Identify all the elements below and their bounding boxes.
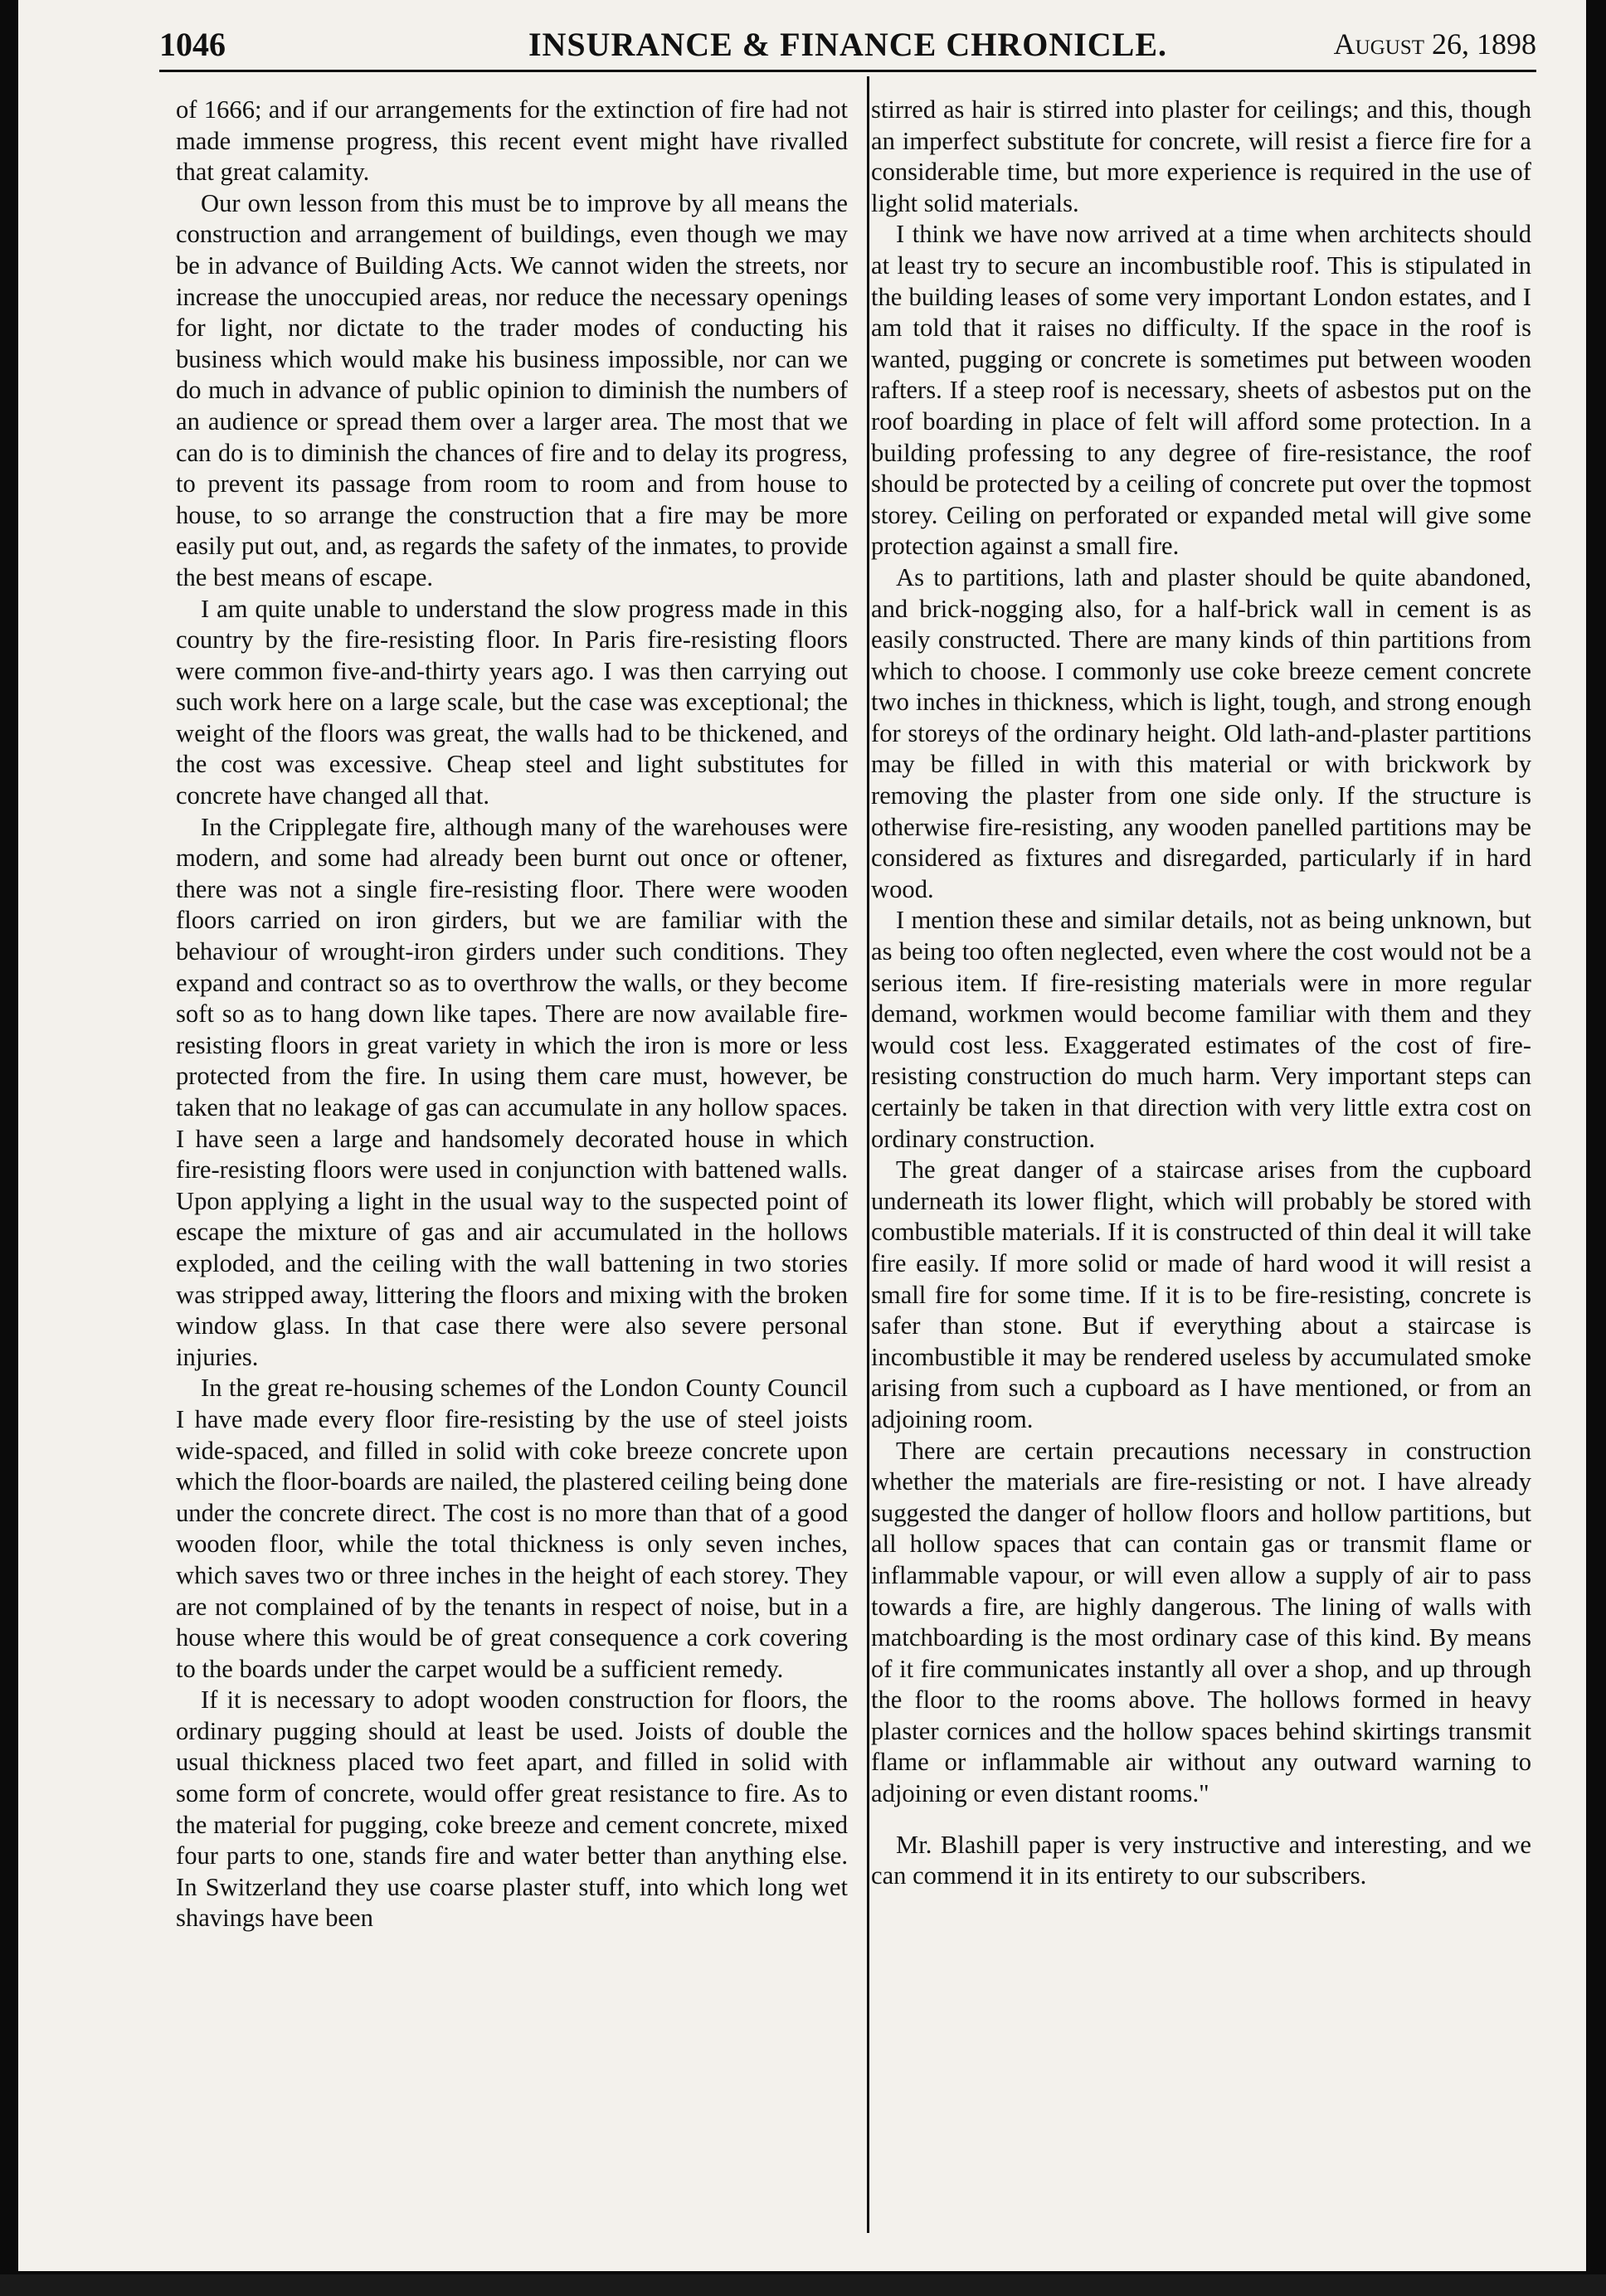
issue-date: August 26, 1898 (1333, 27, 1536, 61)
paragraph: stirred as hair is stirred into plaster for ceilings; and this, though an imperfect substitute for concrete, will resist a fierce fire for a considerable time, but more experience is required in the use of light solid materials. (871, 95, 1531, 217)
paragraph: In the Cripplegate fire, although many of the warehouses were modern, and some had already been burnt out once or oftener, there was not a single fire-resisting floor. There were wooden floors carried on iron girders, but we are familiar with the behaviour of wrought-iron girders under such conditions. They expand and contract so as to overthrow the walls, or they become soft so as to hang down like tapes. There are now available fire-resisting floors in great variety in which the iron is more or less protected from the fire. In using them care must, however, be taken that no leakage of gas can accumulate in any hollow spaces. I have seen a large and handsomely decorated house in which fire-resisting floors were used in conjunction with battened walls. Upon applying a light in the usual way to the suspected point of escape the mixture of gas and air accumulated in the hollows exploded, and the ceiling with the wall battening in two stories was stripped away, littering the floors and mixing with the broken window glass. In that case there were also severe personal injuries. (176, 812, 848, 1371)
paragraph: In the great re-housing schemes of the London County Council I have made every floor fire-resisting by the use of steel joists wide-spaced, and filled in solid with coke breeze concrete upon which the floor-boards are nailed, the plastered ceiling being done under the concrete direct. The cost is no more than that of a good wooden floor, while the total thickness is only seven inches, which saves two or three inches in the height of each storey. They are not complained of by the tenants in respect of noise, but in a house where this would be of great consequence a cork covering to the boards under the carpet would be a sufficient remedy. (176, 1374, 848, 1683)
right-column (871, 95, 1531, 1892)
newspaper-page (18, 0, 1586, 2271)
paragraph: Our own lesson from this must be to improve by all means the construction and arrangement of buildings, even though we may be in advance of Building Acts. We cannot widen the streets, nor increase the unoccupied areas, nor reduce the necessary openings for light, nor dictate to the trader modes of conducting his business which would make his business impossible, nor can we do much in advance of public opinion to diminish the numbers of an audience or spread them over a larger area. The most that we can do is to diminish the chances of fire and to delay its progress, to prevent its passage from room to room and from house to house, to so arrange the construction that a fire may be more easily put out, and, as regards the safety of the inmates, to provide the best means of escape. (176, 188, 848, 591)
paragraph: I am quite unable to understand the slow progress made in this country by the fire-resisting floor. In Paris fire-resisting floors were common five-and-thirty years ago. I was then carrying out such work here on a large scale, but the case was exceptional; the weight of the floors was great, the walls had to be thickened, and the cost was excessive. Cheap steel and light substitutes for concrete have changed all that. (176, 594, 848, 810)
publication-title: INSURANCE & FINANCE CHRONICLE. (528, 26, 1168, 63)
page-header (159, 25, 1536, 68)
paragraph: of 1666; and if our arrangements for the extinction of fire had not made immense progress, this recent event might have rivalled that great calamity. (176, 95, 848, 187)
paragraph: I think we have now arrived at a time when architects should at least try to secure an incombustible roof. This is stipulated in the building leases of some very important London estates, and I am told that it raises no difficulty. If the space in the roof is wanted, pugging or concrete is sometimes put between wooden rafters. If a steep roof is necessary, sheets of asbestos put on the roof boarding in place of felt will afford some protection. In a building professing to any degree of fire-resistance, the roof should be protected by a ceiling of concrete put over the topmost storey. Ceiling on perforated or expanded metal will give some protection against a small fire. (871, 220, 1531, 561)
header-rule (159, 70, 1536, 72)
paragraph: As to partitions, lath and plaster should be quite abandoned, and brick-nogging also, for a half-brick wall in cement is as easily constructed. There are many kinds of thin partitions from which to choose. I commonly use coke breeze cement concrete two inches in thickness, which is light, tough, and strong enough for storeys of the ordinary height. Old lath-and-plaster partitions may be filled in with this material or with brickwork by removing the plaster from one side only. If the structure is otherwise fire-resisting, any wooden panelled partitions may be considered as fixtures and disregarded, particularly if in hard wood. (871, 562, 1531, 903)
left-column (176, 95, 848, 1934)
paragraph: The great danger of a staircase arises from the cupboard underneath its lower flight, which will probably be stored with combustible materials. If it is constructed of thin deal it will take fire easily. If more solid or made of hard wood it will resist a small fire for some time. If it is to be fire-resisting, concrete is safer than stone. But if everything about a staircase is incombustible it may be rendered useless by accumulated smoke arising from such a cupboard as I have mentioned, or from an adjoining room. (871, 1155, 1531, 1433)
closing-paragraph: Mr. Blashill paper is very instructive and interesting, and we can commend it in its entirety to our subscribers. (871, 1830, 1531, 1890)
column-divider (867, 76, 869, 2233)
scan-edge (0, 2274, 1606, 2296)
paragraph: There are certain precautions necessary in construction whether the materials are fire-resisting or not. I have already suggested the danger of hollow floors and hollow partitions, but all hollow spaces that can contain gas or transmit flame or inflammable vapour, or will even allow a supply of air to pass towards a fire, are highly dangerous. The lining of walls with matchboarding is the most ordinary case of this kind. By means of it fire communicates instantly all over a shop, and up through the floor to the rooms above. The hollows formed in heavy plaster cornices and the hollow spaces behind skirtings transmit flame or inflammable air without any outward warning to adjoining or even distant rooms." (871, 1436, 1531, 1808)
page-number: 1046 (159, 26, 226, 63)
paragraph: I mention these and similar details, not as being unknown, but as being too often neglected, even where the cost would not be a serious item. If fire-resisting materials were in more regular demand, workmen would become familiar with them and they would cost less. Exaggerated estimates of the cost of fire-resisting construction do much harm. Very important steps can certainly be taken in that direction with very little extra cost on ordinary construction. (871, 906, 1531, 1153)
paragraph: If it is necessary to adopt wooden construction for floors, the ordinary pugging should at least be used. Joists of double the usual thickness placed two feet apart, and filled in solid with some form of concrete, would offer great resistance to fire. As to the material for pugging, coke breeze and cement concrete, mixed four parts to one, stands fire and water better than anything else. In Switzerland they use coarse plaster stuff, into which long wet shavings have been (176, 1686, 848, 1933)
